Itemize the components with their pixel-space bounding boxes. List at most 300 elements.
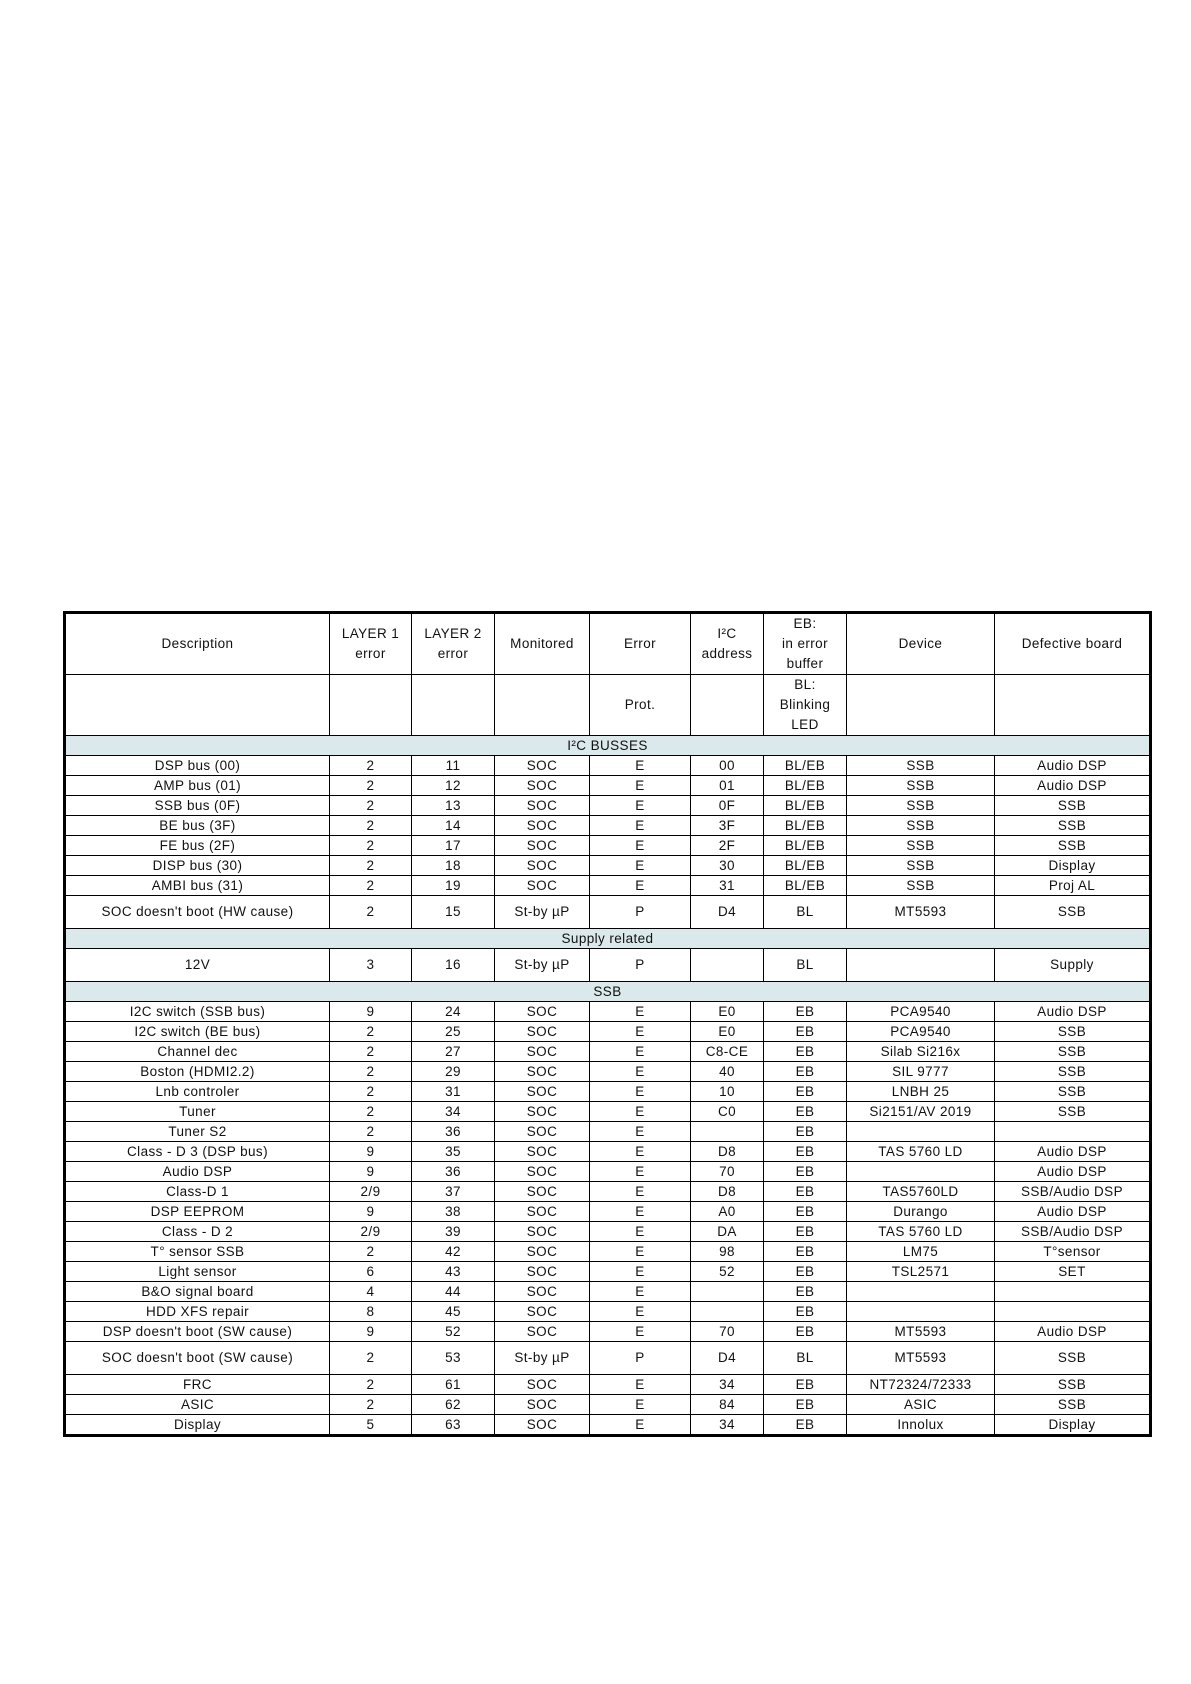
cell-i2c-address: 52 bbox=[691, 1262, 764, 1282]
cell-monitored: SOC bbox=[495, 856, 590, 876]
cell-monitored: SOC bbox=[495, 1415, 590, 1436]
cell-layer1-error: 2/9 bbox=[330, 1222, 412, 1242]
cell-eb-bl: EB bbox=[764, 1162, 847, 1182]
cell-eb-bl: BL/EB bbox=[764, 836, 847, 856]
section-header-row bbox=[65, 929, 1151, 949]
cell-layer1-error: 2 bbox=[330, 1342, 412, 1375]
cell-defective-board: SSB bbox=[995, 1395, 1151, 1415]
cell-eb-bl: EB bbox=[764, 1242, 847, 1262]
cell-layer2-error: 43 bbox=[412, 1262, 495, 1282]
cell-eb-bl: EB bbox=[764, 1415, 847, 1436]
cell-i2c-address: 01 bbox=[691, 776, 764, 796]
cell-error: E bbox=[590, 1122, 691, 1142]
cell-description: B&O signal board bbox=[65, 1282, 330, 1302]
cell-i2c-address bbox=[691, 1302, 764, 1322]
cell-layer1-error: 2 bbox=[330, 1395, 412, 1415]
cell-error: E bbox=[590, 1182, 691, 1202]
cell-monitored: SOC bbox=[495, 1302, 590, 1322]
cell-defective-board bbox=[995, 1302, 1151, 1322]
table-row bbox=[65, 1342, 1151, 1375]
table-row bbox=[65, 1082, 1151, 1102]
cell-monitored: SOC bbox=[495, 1375, 590, 1395]
cell-error: E bbox=[590, 1002, 691, 1022]
cell-description: Lnb controler bbox=[65, 1082, 330, 1102]
cell-error: E bbox=[590, 1282, 691, 1302]
cell-layer1-error: 2 bbox=[330, 796, 412, 816]
cell-description: Channel dec bbox=[65, 1042, 330, 1062]
cell-i2c-address: 40 bbox=[691, 1062, 764, 1082]
cell-i2c-address: 10 bbox=[691, 1082, 764, 1102]
cell-eb-bl: EB bbox=[764, 1182, 847, 1202]
cell-defective-board: SSB bbox=[995, 1102, 1151, 1122]
cell-eb-bl: EB bbox=[764, 1042, 847, 1062]
table-body bbox=[65, 736, 1151, 1436]
cell-error: E bbox=[590, 836, 691, 856]
cell-eb-bl: EB bbox=[764, 1322, 847, 1342]
cell-layer2-error: 35 bbox=[412, 1142, 495, 1162]
cell-layer1-error: 4 bbox=[330, 1282, 412, 1302]
cell-eb-bl: EB bbox=[764, 1142, 847, 1162]
table-row bbox=[65, 1222, 1151, 1242]
table-row bbox=[65, 816, 1151, 836]
cell-layer1-error: 6 bbox=[330, 1262, 412, 1282]
cell-i2c-address: D4 bbox=[691, 896, 764, 929]
cell-layer1-error: 9 bbox=[330, 1142, 412, 1162]
cell-defective-board: Audio DSP bbox=[995, 1322, 1151, 1342]
header-description: Description bbox=[65, 613, 330, 675]
cell-monitored: SOC bbox=[495, 1002, 590, 1022]
cell-error: P bbox=[590, 1342, 691, 1375]
cell-eb-bl: BL bbox=[764, 1342, 847, 1375]
subheader-empty-cell bbox=[691, 675, 764, 736]
cell-device: Si2151/AV 2019 bbox=[847, 1102, 995, 1122]
table-row bbox=[65, 1182, 1151, 1202]
cell-device: Silab Si216x bbox=[847, 1042, 995, 1062]
cell-error: E bbox=[590, 1395, 691, 1415]
table-row bbox=[65, 1395, 1151, 1415]
table-row bbox=[65, 756, 1151, 776]
cell-description: BE bus (3F) bbox=[65, 816, 330, 836]
header-eb: EB: in error buffer bbox=[764, 613, 847, 675]
cell-monitored: St-by µP bbox=[495, 949, 590, 982]
cell-eb-bl: EB bbox=[764, 1122, 847, 1142]
cell-error: E bbox=[590, 776, 691, 796]
cell-i2c-address bbox=[691, 1282, 764, 1302]
cell-device: LM75 bbox=[847, 1242, 995, 1262]
cell-defective-board: Audio DSP bbox=[995, 756, 1151, 776]
cell-defective-board: SSB/Audio DSP bbox=[995, 1222, 1151, 1242]
cell-error: E bbox=[590, 1142, 691, 1162]
table-row bbox=[65, 1262, 1151, 1282]
cell-layer1-error: 9 bbox=[330, 1202, 412, 1222]
cell-device: SSB bbox=[847, 836, 995, 856]
cell-layer1-error: 2 bbox=[330, 1082, 412, 1102]
table-row bbox=[65, 856, 1151, 876]
header-layer1-error: LAYER 1 error bbox=[330, 613, 412, 675]
cell-description: DSP doesn't boot (SW cause) bbox=[65, 1322, 330, 1342]
cell-defective-board: Supply bbox=[995, 949, 1151, 982]
cell-i2c-address: D4 bbox=[691, 1342, 764, 1375]
table-row bbox=[65, 1375, 1151, 1395]
cell-eb-bl: EB bbox=[764, 1282, 847, 1302]
table-row bbox=[65, 1122, 1151, 1142]
cell-error: E bbox=[590, 1082, 691, 1102]
table-row bbox=[65, 796, 1151, 816]
cell-layer1-error: 2 bbox=[330, 1122, 412, 1142]
cell-i2c-address: 00 bbox=[691, 756, 764, 776]
cell-monitored: SOC bbox=[495, 756, 590, 776]
cell-defective-board: Audio DSP bbox=[995, 1142, 1151, 1162]
cell-layer2-error: 37 bbox=[412, 1182, 495, 1202]
cell-defective-board: SSB bbox=[995, 816, 1151, 836]
cell-description: 12V bbox=[65, 949, 330, 982]
cell-defective-board bbox=[995, 1122, 1151, 1142]
cell-description: SOC doesn't boot (HW cause) bbox=[65, 896, 330, 929]
cell-i2c-address: E0 bbox=[691, 1002, 764, 1022]
cell-i2c-address: DA bbox=[691, 1222, 764, 1242]
cell-layer2-error: 27 bbox=[412, 1042, 495, 1062]
cell-description: AMP bus (01) bbox=[65, 776, 330, 796]
cell-i2c-address: 31 bbox=[691, 876, 764, 896]
cell-layer1-error: 2 bbox=[330, 1042, 412, 1062]
cell-error: E bbox=[590, 1322, 691, 1342]
table-row bbox=[65, 1322, 1151, 1342]
cell-device bbox=[847, 1282, 995, 1302]
header-defective-board: Defective board bbox=[995, 613, 1151, 675]
cell-device bbox=[847, 949, 995, 982]
header-device: Device bbox=[847, 613, 995, 675]
cell-eb-bl: EB bbox=[764, 1222, 847, 1242]
cell-monitored: SOC bbox=[495, 1242, 590, 1262]
cell-device: PCA9540 bbox=[847, 1022, 995, 1042]
cell-device: Durango bbox=[847, 1202, 995, 1222]
cell-description: AMBI bus (31) bbox=[65, 876, 330, 896]
header-monitored: Monitored bbox=[495, 613, 590, 675]
cell-layer2-error: 19 bbox=[412, 876, 495, 896]
section-header-row bbox=[65, 736, 1151, 756]
cell-description: Tuner S2 bbox=[65, 1122, 330, 1142]
cell-layer2-error: 29 bbox=[412, 1062, 495, 1082]
cell-layer1-error: 2 bbox=[330, 836, 412, 856]
table-row bbox=[65, 1302, 1151, 1322]
cell-error: E bbox=[590, 1102, 691, 1122]
subheader-bl-blinking-led: BL: Blinking LED bbox=[764, 675, 847, 736]
cell-layer2-error: 39 bbox=[412, 1222, 495, 1242]
cell-i2c-address: 98 bbox=[691, 1242, 764, 1262]
cell-layer2-error: 15 bbox=[412, 896, 495, 929]
cell-description: Tuner bbox=[65, 1102, 330, 1122]
cell-defective-board: Audio DSP bbox=[995, 776, 1151, 796]
cell-monitored: SOC bbox=[495, 876, 590, 896]
cell-error: P bbox=[590, 896, 691, 929]
section-title: I²C BUSSES bbox=[65, 736, 1151, 756]
cell-layer2-error: 12 bbox=[412, 776, 495, 796]
cell-layer1-error: 2 bbox=[330, 816, 412, 836]
cell-defective-board: SSB bbox=[995, 1022, 1151, 1042]
cell-device: LNBH 25 bbox=[847, 1082, 995, 1102]
cell-description: T° sensor SSB bbox=[65, 1242, 330, 1262]
cell-eb-bl: EB bbox=[764, 1375, 847, 1395]
cell-description: SOC doesn't boot (SW cause) bbox=[65, 1342, 330, 1375]
cell-monitored: St-by µP bbox=[495, 1342, 590, 1375]
cell-error: P bbox=[590, 949, 691, 982]
subheader-empty-cell bbox=[412, 675, 495, 736]
cell-i2c-address bbox=[691, 949, 764, 982]
cell-defective-board: Audio DSP bbox=[995, 1202, 1151, 1222]
cell-error: E bbox=[590, 1375, 691, 1395]
subheader-empty-cell bbox=[330, 675, 412, 736]
cell-eb-bl: EB bbox=[764, 1202, 847, 1222]
table-row bbox=[65, 1042, 1151, 1062]
table-row bbox=[65, 1022, 1151, 1042]
cell-layer2-error: 63 bbox=[412, 1415, 495, 1436]
cell-eb-bl: EB bbox=[764, 1302, 847, 1322]
cell-layer2-error: 17 bbox=[412, 836, 495, 856]
cell-eb-bl: BL bbox=[764, 896, 847, 929]
cell-layer2-error: 16 bbox=[412, 949, 495, 982]
cell-layer1-error: 9 bbox=[330, 1002, 412, 1022]
cell-error: E bbox=[590, 1202, 691, 1222]
cell-layer1-error: 2 bbox=[330, 1242, 412, 1262]
cell-defective-board: Audio DSP bbox=[995, 1162, 1151, 1182]
table-row bbox=[65, 1202, 1151, 1222]
cell-defective-board: SSB bbox=[995, 1042, 1151, 1062]
error-codes-table bbox=[63, 611, 1152, 1437]
cell-i2c-address: 70 bbox=[691, 1322, 764, 1342]
cell-layer1-error: 2 bbox=[330, 1062, 412, 1082]
cell-description: ASIC bbox=[65, 1395, 330, 1415]
table-row bbox=[65, 1242, 1151, 1262]
cell-error: E bbox=[590, 1415, 691, 1436]
cell-i2c-address: D8 bbox=[691, 1142, 764, 1162]
cell-layer2-error: 53 bbox=[412, 1342, 495, 1375]
section-title: Supply related bbox=[65, 929, 1151, 949]
table-row bbox=[65, 1162, 1151, 1182]
cell-layer2-error: 36 bbox=[412, 1122, 495, 1142]
cell-error: E bbox=[590, 1302, 691, 1322]
cell-layer2-error: 62 bbox=[412, 1395, 495, 1415]
subheader-error-prot: Prot. bbox=[590, 675, 691, 736]
cell-i2c-address: E0 bbox=[691, 1022, 764, 1042]
header-layer2-error: LAYER 2 error bbox=[412, 613, 495, 675]
cell-layer2-error: 18 bbox=[412, 856, 495, 876]
cell-defective-board: SSB bbox=[995, 1062, 1151, 1082]
cell-monitored: SOC bbox=[495, 1062, 590, 1082]
cell-description: Audio DSP bbox=[65, 1162, 330, 1182]
cell-layer1-error: 2 bbox=[330, 896, 412, 929]
cell-i2c-address: 3F bbox=[691, 816, 764, 836]
cell-description: Class - D 2 bbox=[65, 1222, 330, 1242]
cell-device bbox=[847, 1122, 995, 1142]
cell-eb-bl: BL/EB bbox=[764, 796, 847, 816]
cell-description: Class-D 1 bbox=[65, 1182, 330, 1202]
cell-defective-board: Display bbox=[995, 856, 1151, 876]
cell-description: I2C switch (BE bus) bbox=[65, 1022, 330, 1042]
cell-eb-bl: BL/EB bbox=[764, 776, 847, 796]
cell-description: SSB bus (0F) bbox=[65, 796, 330, 816]
cell-layer1-error: 2 bbox=[330, 756, 412, 776]
cell-error: E bbox=[590, 1262, 691, 1282]
cell-i2c-address: 84 bbox=[691, 1395, 764, 1415]
cell-eb-bl: BL/EB bbox=[764, 756, 847, 776]
cell-layer1-error: 2 bbox=[330, 876, 412, 896]
table-row bbox=[65, 876, 1151, 896]
cell-device: TAS5760LD bbox=[847, 1182, 995, 1202]
cell-defective-board: Audio DSP bbox=[995, 1002, 1151, 1022]
cell-layer1-error: 9 bbox=[330, 1322, 412, 1342]
cell-layer1-error: 5 bbox=[330, 1415, 412, 1436]
cell-layer2-error: 34 bbox=[412, 1102, 495, 1122]
cell-layer1-error: 8 bbox=[330, 1302, 412, 1322]
cell-defective-board: Proj AL bbox=[995, 876, 1151, 896]
cell-error: E bbox=[590, 1062, 691, 1082]
cell-layer2-error: 45 bbox=[412, 1302, 495, 1322]
cell-layer1-error: 2 bbox=[330, 856, 412, 876]
cell-layer2-error: 25 bbox=[412, 1022, 495, 1042]
cell-description: Light sensor bbox=[65, 1262, 330, 1282]
cell-layer2-error: 61 bbox=[412, 1375, 495, 1395]
cell-error: E bbox=[590, 856, 691, 876]
header-i2c-address: I²C address bbox=[691, 613, 764, 675]
cell-error: E bbox=[590, 816, 691, 836]
cell-eb-bl: EB bbox=[764, 1102, 847, 1122]
cell-i2c-address: A0 bbox=[691, 1202, 764, 1222]
subheader-empty-cell bbox=[65, 675, 330, 736]
cell-layer2-error: 24 bbox=[412, 1002, 495, 1022]
cell-error: E bbox=[590, 756, 691, 776]
cell-error: E bbox=[590, 1042, 691, 1062]
cell-error: E bbox=[590, 1222, 691, 1242]
header-error: Error bbox=[590, 613, 691, 675]
table-row bbox=[65, 1102, 1151, 1122]
cell-monitored: SOC bbox=[495, 1262, 590, 1282]
cell-defective-board: SSB bbox=[995, 796, 1151, 816]
cell-description: DSP bus (00) bbox=[65, 756, 330, 776]
cell-layer2-error: 36 bbox=[412, 1162, 495, 1182]
cell-eb-bl: BL/EB bbox=[764, 816, 847, 836]
cell-defective-board: SET bbox=[995, 1262, 1151, 1282]
table-row bbox=[65, 1062, 1151, 1082]
subheader-row bbox=[65, 675, 1151, 736]
cell-defective-board: SSB bbox=[995, 896, 1151, 929]
cell-layer1-error: 2/9 bbox=[330, 1182, 412, 1202]
cell-monitored: SOC bbox=[495, 1222, 590, 1242]
cell-i2c-address: C8-CE bbox=[691, 1042, 764, 1062]
cell-device: MT5593 bbox=[847, 1322, 995, 1342]
table-row bbox=[65, 1002, 1151, 1022]
cell-layer2-error: 42 bbox=[412, 1242, 495, 1262]
cell-device bbox=[847, 1162, 995, 1182]
cell-layer1-error: 2 bbox=[330, 776, 412, 796]
cell-device: SSB bbox=[847, 816, 995, 836]
cell-monitored: SOC bbox=[495, 1282, 590, 1302]
cell-eb-bl: BL/EB bbox=[764, 876, 847, 896]
table-row bbox=[65, 1415, 1151, 1436]
cell-eb-bl: EB bbox=[764, 1062, 847, 1082]
table-row bbox=[65, 949, 1151, 982]
table-row bbox=[65, 1282, 1151, 1302]
cell-layer2-error: 14 bbox=[412, 816, 495, 836]
cell-i2c-address: C0 bbox=[691, 1102, 764, 1122]
cell-device: PCA9540 bbox=[847, 1002, 995, 1022]
cell-eb-bl: EB bbox=[764, 1002, 847, 1022]
cell-error: E bbox=[590, 796, 691, 816]
cell-device: TAS 5760 LD bbox=[847, 1142, 995, 1162]
cell-monitored: SOC bbox=[495, 776, 590, 796]
cell-defective-board: Display bbox=[995, 1415, 1151, 1436]
cell-i2c-address: 2F bbox=[691, 836, 764, 856]
cell-device: TSL2571 bbox=[847, 1262, 995, 1282]
cell-monitored: SOC bbox=[495, 1082, 590, 1102]
cell-monitored: SOC bbox=[495, 1162, 590, 1182]
section-title: SSB bbox=[65, 982, 1151, 1002]
cell-defective-board: SSB bbox=[995, 1082, 1151, 1102]
cell-description: I2C switch (SSB bus) bbox=[65, 1002, 330, 1022]
cell-layer2-error: 31 bbox=[412, 1082, 495, 1102]
cell-i2c-address: 70 bbox=[691, 1162, 764, 1182]
cell-i2c-address: 34 bbox=[691, 1375, 764, 1395]
cell-eb-bl: EB bbox=[764, 1022, 847, 1042]
cell-eb-bl: EB bbox=[764, 1395, 847, 1415]
cell-layer1-error: 9 bbox=[330, 1162, 412, 1182]
cell-description: FRC bbox=[65, 1375, 330, 1395]
cell-eb-bl: EB bbox=[764, 1262, 847, 1282]
cell-monitored: SOC bbox=[495, 1182, 590, 1202]
cell-device: SSB bbox=[847, 796, 995, 816]
cell-description: Display bbox=[65, 1415, 330, 1436]
cell-device: MT5593 bbox=[847, 1342, 995, 1375]
cell-error: E bbox=[590, 1242, 691, 1262]
cell-eb-bl: BL bbox=[764, 949, 847, 982]
table-row bbox=[65, 896, 1151, 929]
cell-layer2-error: 13 bbox=[412, 796, 495, 816]
cell-layer1-error: 2 bbox=[330, 1022, 412, 1042]
cell-layer2-error: 11 bbox=[412, 756, 495, 776]
cell-error: E bbox=[590, 1162, 691, 1182]
cell-device: TAS 5760 LD bbox=[847, 1222, 995, 1242]
subheader-empty-cell bbox=[995, 675, 1151, 736]
table-row bbox=[65, 776, 1151, 796]
cell-description: HDD XFS repair bbox=[65, 1302, 330, 1322]
cell-device: Innolux bbox=[847, 1415, 995, 1436]
cell-error: E bbox=[590, 1022, 691, 1042]
cell-defective-board bbox=[995, 1282, 1151, 1302]
cell-i2c-address: 0F bbox=[691, 796, 764, 816]
cell-device: SSB bbox=[847, 856, 995, 876]
cell-device: SSB bbox=[847, 776, 995, 796]
cell-defective-board: SSB bbox=[995, 1375, 1151, 1395]
cell-monitored: SOC bbox=[495, 1022, 590, 1042]
cell-defective-board: T°sensor bbox=[995, 1242, 1151, 1262]
subheader-empty-cell bbox=[495, 675, 590, 736]
section-header-row bbox=[65, 982, 1151, 1002]
header-row bbox=[65, 613, 1151, 675]
cell-device: MT5593 bbox=[847, 896, 995, 929]
cell-monitored: SOC bbox=[495, 1102, 590, 1122]
cell-device: SSB bbox=[847, 876, 995, 896]
cell-monitored: SOC bbox=[495, 816, 590, 836]
cell-defective-board: SSB/Audio DSP bbox=[995, 1182, 1151, 1202]
cell-i2c-address: 34 bbox=[691, 1415, 764, 1436]
cell-i2c-address: 30 bbox=[691, 856, 764, 876]
table-row bbox=[65, 1142, 1151, 1162]
cell-monitored: St-by µP bbox=[495, 896, 590, 929]
subheader-empty-cell bbox=[847, 675, 995, 736]
cell-device: NT72324/72333 bbox=[847, 1375, 995, 1395]
cell-eb-bl: EB bbox=[764, 1082, 847, 1102]
cell-monitored: SOC bbox=[495, 1202, 590, 1222]
cell-i2c-address: D8 bbox=[691, 1182, 764, 1202]
